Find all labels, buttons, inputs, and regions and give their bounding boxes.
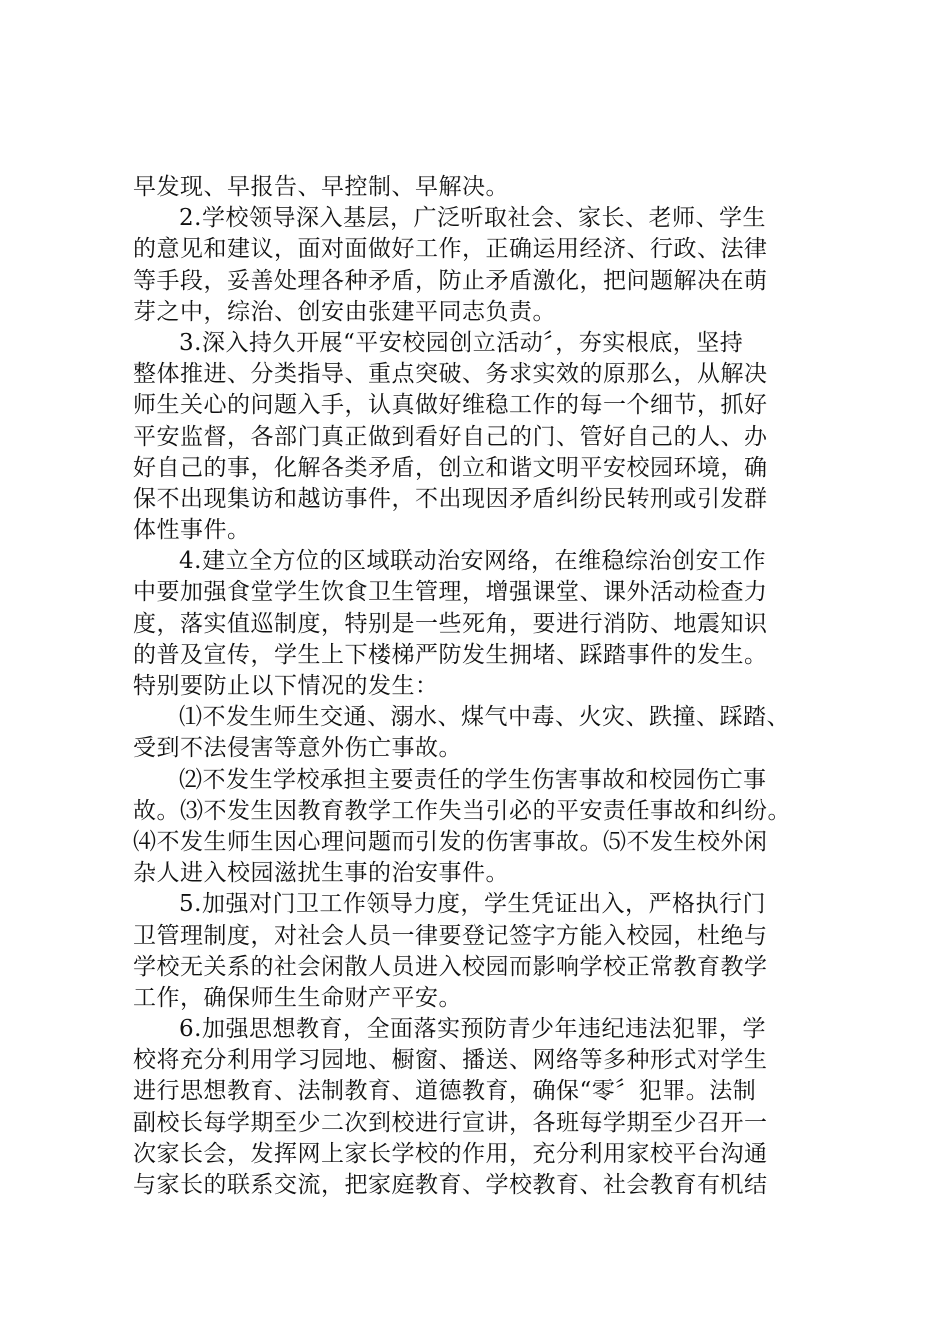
text-line: ⑴不发生师生交通、溺水、煤气中毒、火灾、跌撞、踩踏、 xyxy=(179,704,790,731)
text-line: 学校无关系的社会闲散人员进入校园而影响学校正常教育教学 xyxy=(133,953,768,980)
text-line: 保不出现集访和越访事件，不出现因矛盾纠纷民转刑或引发群 xyxy=(133,485,768,512)
text-line: 好自己的事，化解各类矛盾，创立和谐文明平安校园环境，确 xyxy=(133,454,768,481)
text-line: 5.加强对门卫工作领导力度，学生凭证出入，严格执行门 xyxy=(179,891,766,918)
text-line: ⑵不发生学校承担主要责任的学生伤害事故和校园伤亡事 xyxy=(179,766,767,793)
text-line: 副校长每学期至少二次到校进行宣讲，各班每学期至少召开一 xyxy=(133,1109,768,1136)
text-line: 4.建立全方位的区域联动治安网络，在维稳综治创安工作 xyxy=(179,548,766,575)
text-line: 次家长会，发挥网上家长学校的作用，充分利用家校平台沟通 xyxy=(133,1140,768,1167)
text-line: 6.加强思想教育，全面落实预防青少年违纪违法犯罪，学 xyxy=(179,1016,766,1043)
text-line: 受到不法侵害等意外伤亡事故。 xyxy=(133,735,462,762)
document-body xyxy=(133,172,833,1201)
text-line: 卫管理制度，对社会人员一律要登记签字方能入校园，杜绝与 xyxy=(133,922,768,949)
text-line: 进行思想教育、法制教育、道德教育，确保“零〞犯罪。法制 xyxy=(133,1078,757,1105)
text-line: 3.深入持久开展“平安校园创立活动〞，夯实根底，坚持 xyxy=(179,329,744,356)
text-line: 与家长的联系交流，把家庭教育、学校教育、社会教育有机结 xyxy=(133,1172,768,1198)
text-line: 度，落实值巡制度，特别是一些死角，要进行消防、地震知识 xyxy=(133,610,768,637)
text-line: 平安监督，各部门真正做到看好自己的门、管好自己的人、办 xyxy=(133,423,768,450)
text-line: 工作，确保师生生命财产平安。 xyxy=(133,984,462,1011)
text-line: 整体推进、分类指导、重点突破、务求实效的原那么，从解决 xyxy=(133,361,768,388)
text-line: 师生关心的问题入手，认真做好维稳工作的每一个细节，抓好 xyxy=(133,392,768,419)
text-line: 的意见和建议，面对面做好工作，正确运用经济、行政、法律 xyxy=(133,236,768,263)
text-line: 的普及宣传，学生上下楼梯严防发生拥堵、踩踏事件的发生。 xyxy=(133,641,768,668)
text-line: 早发现、早报告、早控制、早解决。 xyxy=(133,174,509,200)
text-line: ⑷不发生师生因心理问题而引发的伤害事故。⑸不发生校外闲 xyxy=(133,828,768,855)
text-line: 故。⑶不发生因教育教学工作失当引必的平安责任事故和纠纷。 xyxy=(133,797,791,824)
text-line: 特别要防止以下情况的发生： xyxy=(133,673,439,699)
text-line: 杂人进入校园滋扰生事的治安事件。 xyxy=(133,860,509,887)
text-line: 中要加强食堂学生饮食卫生管理，增强课堂、课外活动检查力 xyxy=(133,579,768,606)
text-line: 2.学校领导深入基层，广泛听取社会、家长、老师、学生 xyxy=(179,205,766,232)
text-line: 芽之中，综治、创安由张建平同志负责。 xyxy=(133,298,556,325)
text-line: 校将充分利用学习园地、橱窗、播送、网络等多种形式对学生 xyxy=(133,1047,768,1074)
text-line: 等手段，妥善处理各种矛盾，防止矛盾激化，把问题解决在萌 xyxy=(133,267,768,294)
text-line: 体性事件。 xyxy=(133,517,251,544)
